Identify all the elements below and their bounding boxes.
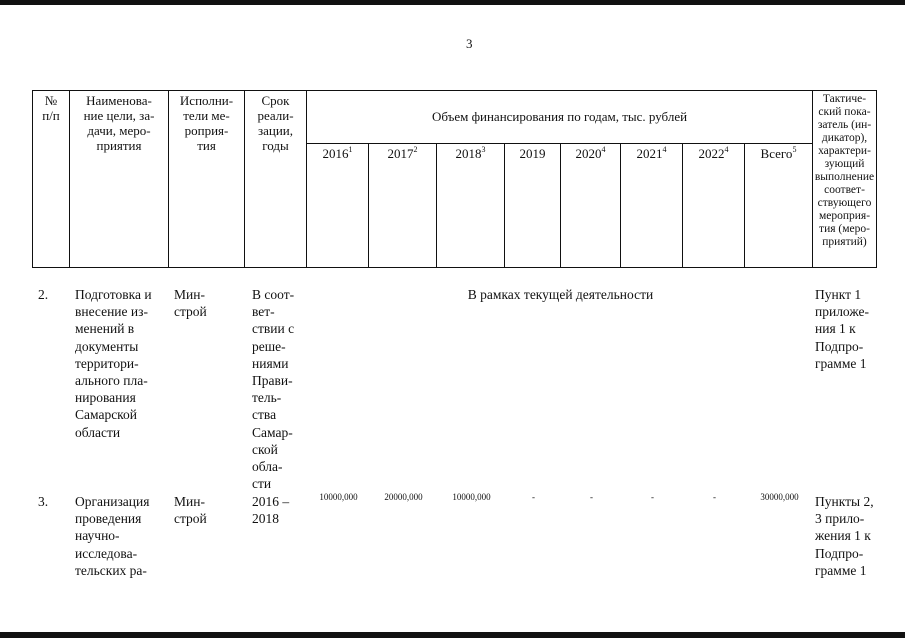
header-funding: Объем финансирования по годам, тыс. рублей bbox=[431, 109, 688, 124]
value-2022: - bbox=[713, 492, 716, 502]
header-year-2020: 2020$^4$ bbox=[575, 145, 606, 161]
row-funding-note: В рамках текущей деятельности bbox=[467, 287, 654, 302]
value-2021: - bbox=[651, 492, 654, 502]
header-total: Всего$^5$ bbox=[760, 145, 797, 161]
row-name: Подготовка и внесение из- менений в документы территори- ального пла- нирования Самарской области bbox=[75, 287, 152, 440]
header-year-2017: 2017$^2$ bbox=[387, 145, 418, 161]
header-indicator: Тактиче- ский пока- затель (ин- дикатор), характери- зующий выполнение соответ- ствующего мероприя- тия (меро- приятий) bbox=[814, 93, 875, 248]
header-year-2021: 2021$^4$ bbox=[636, 145, 667, 161]
page-number: 3 bbox=[466, 36, 473, 51]
top-border bbox=[0, 0, 905, 5]
row-indicator: Пункты 2, 3 прило- жения 1 к Подпро- грамме 1 bbox=[815, 494, 874, 578]
row-executor: Мин- строй bbox=[174, 287, 207, 320]
table-header bbox=[32, 90, 877, 268]
header-no: № п/п bbox=[42, 93, 60, 123]
value-2020: - bbox=[590, 492, 593, 502]
header-year-2018: 2018$^3$ bbox=[455, 145, 486, 161]
header-term: Срок реали- зации, годы bbox=[257, 93, 294, 153]
value-2016: 10000,000 bbox=[319, 492, 358, 502]
value-2018: 10000,000 bbox=[452, 492, 491, 502]
row-number: 2. bbox=[38, 287, 49, 302]
row-number: 3. bbox=[38, 494, 49, 509]
header-year-2022: 2022$^4$ bbox=[698, 145, 729, 161]
header-year-2016: 2016$^1$ bbox=[322, 145, 353, 161]
value-total: 30000,000 bbox=[760, 492, 799, 502]
header-name: Наименова- ние цели, за- дачи, меро- приятия bbox=[83, 93, 155, 153]
value-2017: 20000,000 bbox=[384, 492, 423, 502]
row-name: Организация проведения научно- исследова- тельских ра- bbox=[75, 494, 150, 578]
row-executor: Мин- строй bbox=[174, 494, 207, 527]
bottom-border bbox=[0, 632, 905, 638]
header-executors: Исполни- тели ме- роприя- тия bbox=[179, 93, 234, 153]
row-term: В соот- вет- ствии с реше- ниями Прави- тель- ства Самар- ской обла- сти bbox=[252, 287, 295, 492]
header-year-2019: 2019 bbox=[519, 146, 546, 161]
value-2019: - bbox=[532, 492, 535, 502]
row-indicator: Пункт 1 приложе- ния 1 к Подпро- грамме 1 bbox=[815, 287, 869, 371]
row-term: 2016 – 2018 bbox=[252, 494, 290, 527]
